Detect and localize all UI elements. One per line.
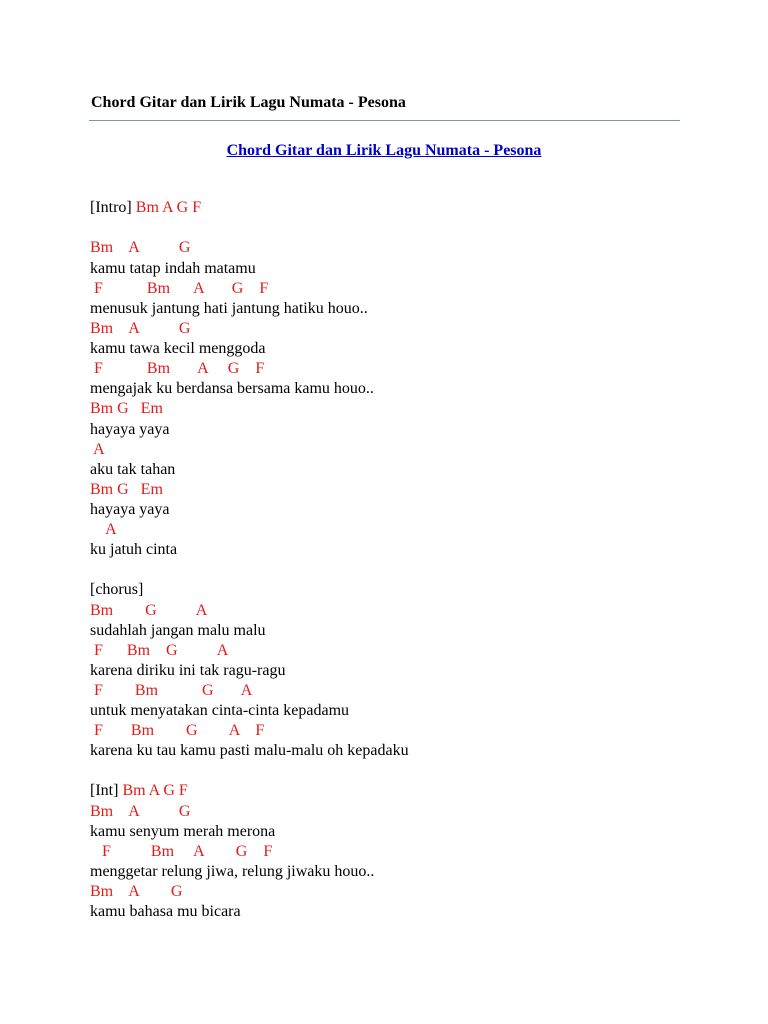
lyric-line: kamu tawa kecil menggoda [90, 340, 266, 357]
intro-label: [Intro] [90, 199, 136, 216]
chord-line: F Bm G A [90, 682, 253, 699]
chord-line: F Bm A G F [90, 843, 273, 860]
lyric-line: hayaya yaya [90, 501, 170, 518]
chord-line: Bm A G [90, 803, 191, 820]
chorus-label: [chorus] [90, 581, 144, 598]
chord-line: Bm G Em [90, 400, 163, 417]
interlude-line [90, 781, 188, 801]
chord-line: F Bm A G F [90, 360, 265, 377]
chord-line: Bm A G [90, 239, 191, 256]
lyric-line: kamu bahasa mu bicara [90, 903, 241, 920]
lyric-line: karena ku tau kamu pasti malu-malu oh kepadaku [90, 742, 409, 759]
interlude-chords: Bm A G F [122, 782, 188, 799]
chord-line: F Bm G A F [90, 722, 265, 739]
lyric-line: aku tak tahan [90, 461, 176, 478]
intro-line [90, 198, 201, 218]
lyric-line: ku jatuh cinta [90, 541, 178, 558]
chord-line: Bm A G [90, 883, 183, 900]
lyric-line: kamu senyum merah merona [90, 823, 276, 840]
chord-line: Bm G Em [90, 481, 163, 498]
lyric-line: kamu tatap indah matamu [90, 260, 256, 277]
document-title: Chord Gitar dan Lirik Lagu Numata - Pesona [91, 94, 406, 111]
chord-line: F Bm G A [90, 642, 229, 659]
lyric-line: sudahlah jangan malu malu [90, 622, 266, 639]
intro-chords: Bm A G F [135, 199, 202, 216]
post-title-link-wrapper [0, 141, 768, 161]
chord-line: A [90, 441, 105, 458]
lyric-line: karena diriku ini tak ragu-ragu [90, 662, 286, 679]
post-title-link[interactable]: Chord Gitar dan Lirik Lagu Numata - Pesona [226, 142, 542, 159]
lyric-line: menusuk jantung hati jantung hatiku houo.. [90, 300, 368, 317]
title-divider [89, 120, 680, 121]
chord-line: F Bm A G F [90, 280, 269, 297]
lyric-line: untuk menyatakan cinta-cinta kepadamu [90, 702, 350, 719]
lyric-line: menggetar relung jiwa, relung jiwaku houo.. [90, 863, 375, 880]
lyric-line: mengajak ku berdansa bersama kamu houo.. [90, 380, 374, 397]
chord-line: Bm A G [90, 320, 191, 337]
chord-line: Bm G A [90, 602, 208, 619]
interlude-label: [Int] [90, 782, 123, 799]
chord-line: A [90, 521, 117, 538]
lyric-line: hayaya yaya [90, 421, 170, 438]
